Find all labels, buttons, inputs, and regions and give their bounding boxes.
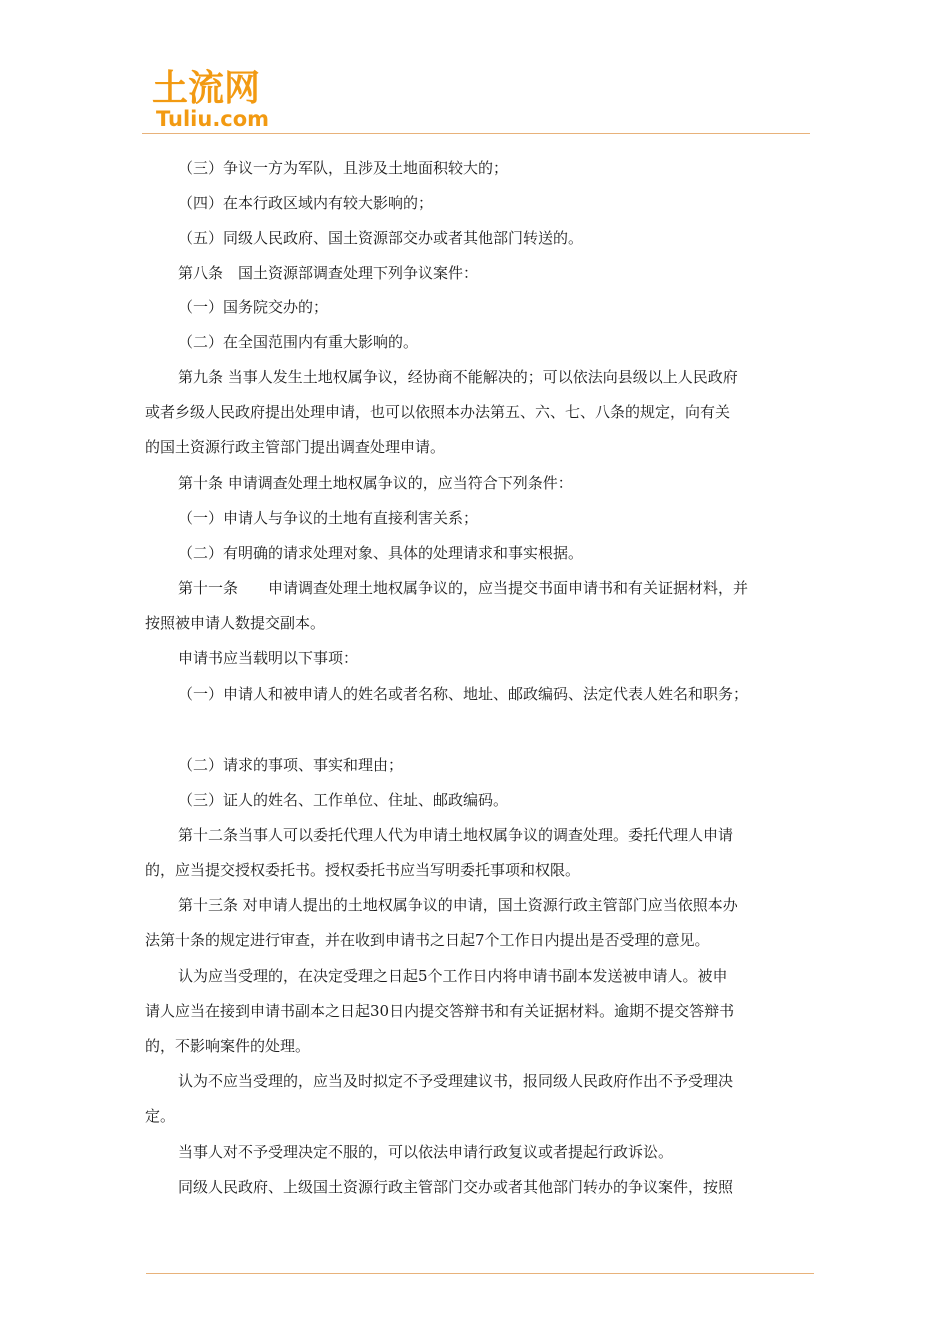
text-line: 的国土资源行政主管部门提出调查处理申请。	[145, 438, 446, 456]
text-line: 同级人民政府、上级国土资源行政主管部门交办或者其他部门转办的争议案件，按照	[178, 1178, 734, 1196]
text-line: 第十二条当事人可以委托代理人代为申请土地权属争议的调查处理。委托代理人申请	[178, 826, 734, 844]
text-line: 第九条 当事人发生土地权属争议，经协商不能解决的；可以依法向县级以上人民政府	[178, 368, 738, 386]
text-line: 的，不影响案件的处理。	[145, 1037, 311, 1055]
text-line: 法第十条的规定进行审查，并在收到申请书之日起7个工作日内提出是否受理的意见。	[145, 931, 710, 949]
logo-english-text: Tuliu.com	[156, 107, 270, 131]
text-line: 第十一条 申请调查处理土地权属争议的，应当提交书面申请书和有关证据材料，并	[178, 579, 749, 597]
text-line: 定。	[145, 1107, 176, 1125]
text-line: 按照被申请人数提交副本。	[145, 614, 326, 632]
footer-divider	[146, 1273, 814, 1274]
text-line: 申请书应当载明以下事项：	[178, 649, 359, 667]
text-line: （三）争议一方为军队，且涉及土地面积较大的；	[178, 159, 509, 177]
text-line: 认为不应当受理的，应当及时拟定不予受理建议书，报同级人民政府作出不予受理决	[178, 1072, 734, 1090]
text-line: （二）请求的事项、事实和理由；	[178, 756, 404, 774]
text-line: （二）在全国范围内有重大影响的。	[178, 333, 419, 351]
text-line: 第八条 国土资源部调查处理下列争议案件：	[178, 264, 479, 282]
text-line: （三）证人的姓名、工作单位、住址、邮政编码。	[178, 791, 509, 809]
text-line: （五）同级人民政府、国土资源部交办或者其他部门转送的。	[178, 229, 584, 247]
text-line: （二）有明确的请求处理对象、具体的处理请求和事实根据。	[178, 544, 584, 562]
text-line: （一）申请人和被申请人的姓名或者名称、地址、邮政编码、法定代表人姓名和职务；	[178, 685, 749, 703]
text-line: 当事人对不予受理决定不服的，可以依法申请行政复议或者提起行政诉讼。	[178, 1143, 674, 1161]
text-line: （一）国务院交办的；	[178, 298, 329, 316]
tuliu-logo[interactable]	[152, 70, 287, 132]
header-divider	[142, 133, 810, 134]
text-line: 认为应当受理的，在决定受理之日起5个工作日内将申请书副本发送被申请人。被申	[178, 967, 728, 985]
text-line: 或者乡级人民政府提出处理申请，也可以依照本办法第五、六、七、八条的规定，向有关	[145, 403, 731, 421]
logo-chinese-text: 土流网	[152, 68, 261, 109]
text-line: （四）在本行政区域内有较大影响的；	[178, 194, 434, 212]
text-line: 第十条 申请调查处理土地权属争议的，应当符合下列条件：	[178, 474, 573, 492]
text-line: 第十三条 对申请人提出的土地权属争议的申请，国土资源行政主管部门应当依照本办	[178, 896, 738, 914]
text-line: （一）申请人与争议的土地有直接利害关系；	[178, 509, 479, 527]
text-line: 请人应当在接到申请书副本之日起30日内提交答辩书和有关证据材料。逾期不提交答辩书	[145, 1002, 735, 1020]
text-line: 的，应当提交授权委托书。授权委托书应当写明委托事项和权限。	[145, 861, 581, 879]
